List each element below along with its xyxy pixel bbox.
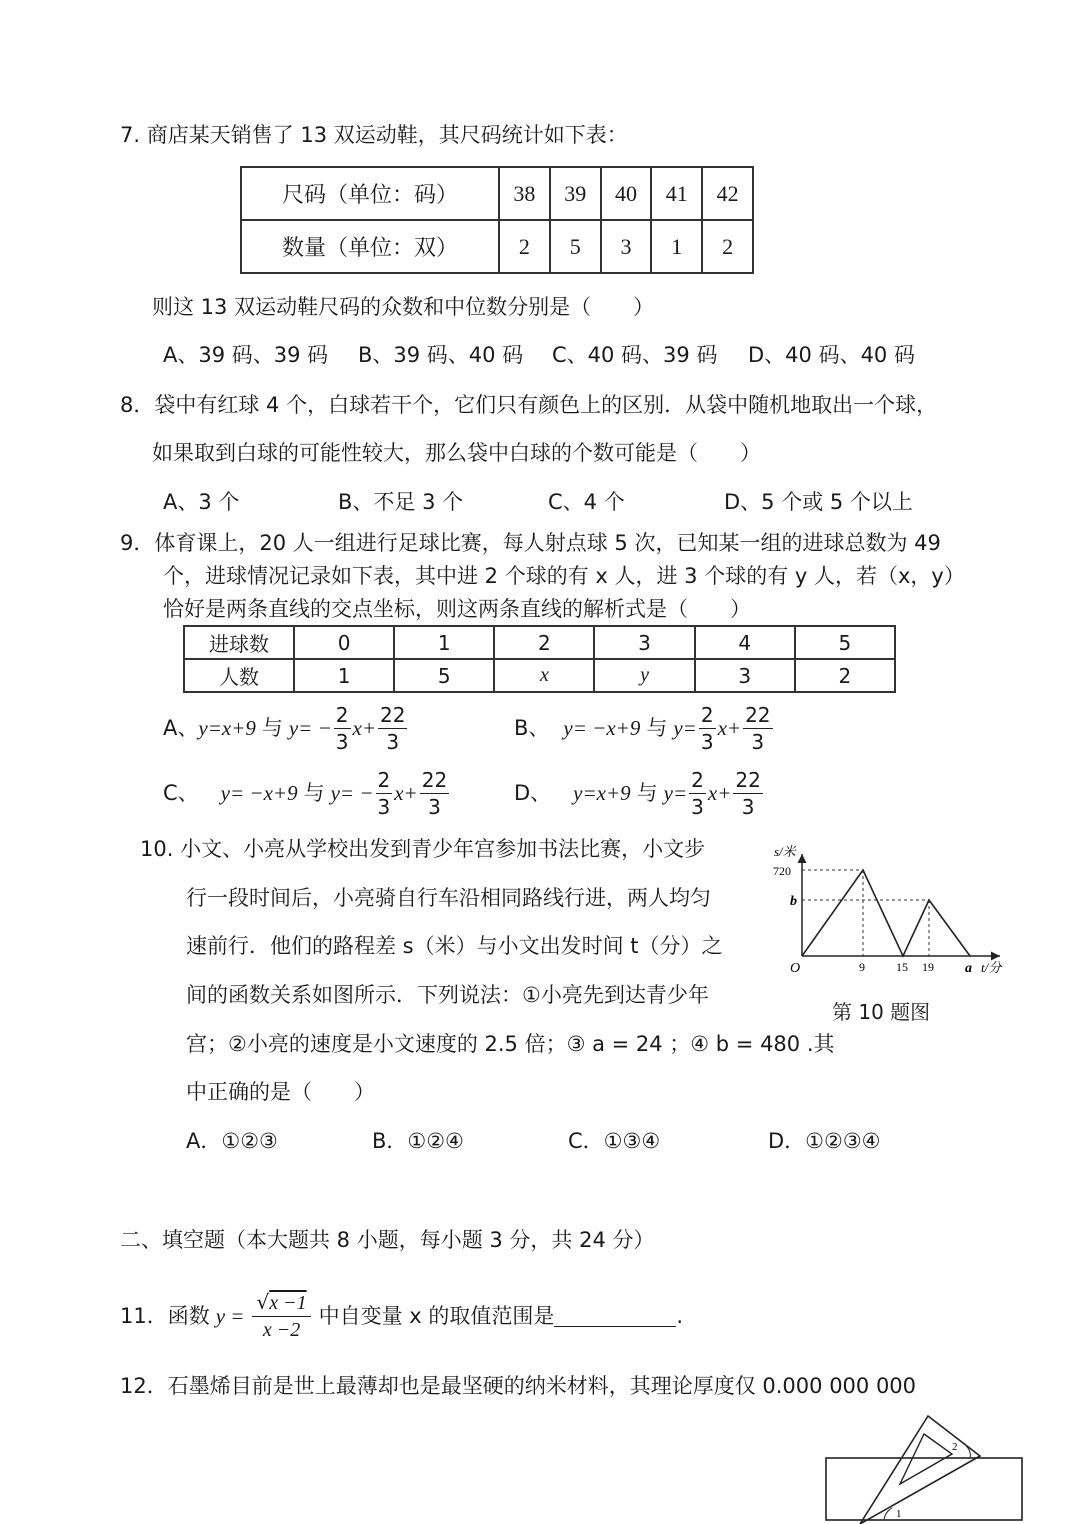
q8-option-a: A、3 个	[163, 490, 240, 514]
q7-question: 则这 13 双运动鞋尺码的众数和中位数分别是（ ）	[152, 295, 655, 319]
q10-option-a: A．①②③	[186, 1129, 278, 1153]
q9-equation2-mid: x+	[717, 716, 742, 740]
fraction-numerator: 2	[700, 702, 714, 727]
q11	[120, 1281, 683, 1351]
q9-option-d	[514, 765, 765, 821]
q9-option-label: A、	[163, 716, 199, 740]
q9-goals-cell: 5	[795, 626, 895, 659]
x-axis-label: t/分	[981, 960, 1002, 975]
angle-label: 1	[896, 1508, 902, 1520]
q11-fraction	[252, 1289, 310, 1343]
x-tick-label: 15	[896, 960, 908, 974]
q7-size-cell: 38	[499, 167, 550, 220]
q9-people-cell: 1	[294, 659, 394, 692]
q9-goals-cell: 2	[494, 626, 594, 659]
q9-equation2-mid: x+	[352, 716, 377, 740]
q9-equation1: y=x+9	[573, 781, 631, 805]
fraction-numerator: 22	[380, 702, 406, 727]
fraction-numerator: 22	[735, 767, 761, 792]
q9-connector: 与	[303, 781, 325, 805]
q7-size-cell: 40	[601, 167, 652, 220]
fraction-denominator: 3	[428, 794, 441, 819]
angle-label: 2	[952, 1441, 958, 1453]
sqrt-radicand: x −1	[269, 1292, 307, 1314]
fraction-denominator: 3	[335, 729, 349, 754]
q9-goals-cell: 4	[695, 626, 795, 659]
q9-table	[183, 625, 896, 693]
q9-table-row2-label: 人数	[184, 659, 294, 692]
q9-coef-fraction	[334, 702, 351, 755]
y-tick-label: b	[790, 894, 797, 909]
sqrt-icon: √	[256, 1290, 270, 1314]
fraction-denominator: 3	[741, 794, 755, 819]
q9-equation2-lhs: y=	[663, 781, 688, 805]
q9-people-cell: x	[494, 659, 594, 692]
q9-const-fraction	[420, 767, 449, 820]
q9-line2: 个，进球情况记录如下表，其中进 2 个球的有 x 人，进 3 个球的有 y 人，若（x，y）	[163, 564, 965, 588]
q9-people-cell: 5	[394, 659, 494, 692]
q9-equation2-lhs: y= −	[330, 781, 374, 805]
q9-equation1: y= −x+9	[220, 781, 298, 805]
q9-const-fraction	[733, 767, 762, 820]
q7-count-cell: 1	[651, 220, 702, 273]
q9-option-label: B、	[514, 716, 550, 740]
q7-size-cell: 39	[550, 167, 601, 220]
q9-table-row1-label: 进球数	[184, 626, 294, 659]
q7-option-b: B、39 码、40 码	[358, 343, 524, 367]
q8-line2: 如果取到白球的可能性较大，那么袋中白球的个数可能是（ ）	[152, 441, 761, 465]
q9-equation1: y=x+9	[198, 716, 256, 740]
set-square-outer	[860, 1416, 980, 1524]
q7-stem: 7. 商店某天销售了 13 双运动鞋，其尺码统计如下表：	[120, 123, 628, 147]
q9-equation2-lhs: y=	[673, 716, 697, 740]
q8-line1: 8．袋中有红球 4 个，白球若干个，它们只有颜色上的区别．从袋中随机地取出一个球，	[120, 393, 938, 417]
fraction-numerator: 22	[421, 767, 448, 792]
q11-suffix: 中自变量 x 的取值范围是	[318, 1304, 555, 1328]
q7-size-cell: 41	[651, 167, 702, 220]
q12-figure	[820, 1412, 1030, 1524]
q9-connector: 与	[261, 716, 283, 740]
y-axis-label: s/米	[774, 844, 796, 859]
x-tick-label: 19	[922, 960, 934, 974]
q10-line: 间的函数关系如图所示．下列说法：①小亮先到达青少年	[186, 983, 709, 1007]
q10-graph	[770, 838, 1018, 988]
fraction-denominator: 3	[700, 729, 714, 754]
ruler-shape	[826, 1458, 1022, 1520]
fraction-denominator: 3	[751, 729, 765, 754]
q7-count-cell: 5	[550, 220, 601, 273]
q10-line: 宫；②小亮的速度是小文速度的 2.5 倍；③ a = 24 ；④ b = 480 .其	[186, 1032, 835, 1056]
x-tick-label: 9	[859, 960, 865, 974]
q10-option-b: B．①②④	[372, 1129, 464, 1153]
q10-option-c: C．①③④	[568, 1129, 661, 1153]
fraction-denominator: 3	[386, 729, 400, 754]
fraction-denominator: 3	[691, 794, 704, 819]
q9-connector: 与	[646, 716, 668, 740]
q9-equation2-mid: x+	[707, 781, 732, 805]
q9-line3: 恰好是两条直线的交点坐标，则这两条直线的解析式是（ ）	[163, 597, 751, 621]
q7-option-d: D、40 码、40 码	[748, 343, 915, 367]
q9-option-a	[163, 700, 409, 756]
q7-size-cell: 42	[702, 167, 753, 220]
q8-option-b: B、不足 3 个	[338, 490, 464, 514]
q10-line: 10. 小文、小亮从学校出发到青少年宫参加书法比赛，小文步	[140, 837, 706, 861]
q9-coef-fraction	[699, 702, 716, 755]
q7-table-row2-label: 数量（单位：双）	[241, 220, 499, 273]
q9-option-c	[163, 765, 451, 821]
q10-figure-caption: 第 10 题图	[832, 1000, 931, 1024]
q7-table-row1-label: 尺码（单位：码）	[241, 167, 499, 220]
q11-answer-blank[interactable]	[554, 1306, 676, 1327]
fraction-numerator: 22	[745, 702, 771, 727]
q8-option-c: C、4 个	[548, 490, 625, 514]
q7-count-cell: 2	[702, 220, 753, 273]
q10-line: 行一段时间后，小亮骑自行车沿相同路线行进，两人均匀	[186, 886, 711, 910]
q12-text: 12．石墨烯目前是世上最薄却也是最坚硬的纳米材料，其理论厚度仅 0.000 000 000	[120, 1374, 917, 1398]
q9-people-cell: 2	[795, 659, 895, 692]
q9-equation2-mid: x+	[394, 781, 418, 805]
q9-coef-fraction	[689, 767, 706, 820]
q7-count-cell: 3	[601, 220, 652, 273]
origin-label: O	[790, 961, 801, 976]
fraction-denominator: 3	[377, 794, 391, 819]
q9-goals-cell: 1	[394, 626, 494, 659]
q9-people-cell: y	[594, 659, 694, 692]
fraction-numerator	[252, 1289, 310, 1317]
q8-option-d: D、5 个或 5 个以上	[724, 490, 913, 514]
q9-const-fraction	[378, 702, 407, 755]
q9-connector: 与	[636, 781, 658, 805]
q9-goals-cell: 0	[294, 626, 394, 659]
q7-option-c: C、40 码、39 码	[552, 343, 718, 367]
q11-prefix: 11．函数	[120, 1304, 210, 1328]
q9-coef-fraction	[376, 767, 393, 820]
q7-option-a: A、39 码、39 码	[163, 343, 329, 367]
q10-option-d: D．①②③④	[768, 1129, 881, 1153]
q9-const-fraction	[743, 702, 772, 755]
fraction-denominator: x −2	[262, 1319, 301, 1341]
q7-table	[240, 166, 754, 274]
q9-line1: 9．体育课上，20 人一组进行足球比赛，每人射点球 5 次，已知某一组的进球总数为 49	[120, 531, 941, 555]
section2-heading: 二、填空题（本大题共 8 小题，每小题 3 分，共 24 分）	[120, 1228, 655, 1252]
q9-option-label: C、	[163, 781, 199, 805]
q11-end: .	[676, 1304, 684, 1328]
q9-option-label: D、	[514, 781, 552, 805]
fraction-numerator: 2	[377, 767, 391, 792]
q9-equation1: y= −x+9	[563, 716, 641, 740]
graph-line	[802, 870, 970, 956]
fraction-numerator: 2	[691, 767, 704, 792]
q9-equation2-lhs: y= −	[288, 716, 332, 740]
q7-count-cell: 2	[499, 220, 550, 273]
q10-line: 中正确的是（ ）	[186, 1080, 375, 1104]
q9-goals-cell: 3	[594, 626, 694, 659]
y-tick-label: 720	[773, 864, 791, 878]
q9-people-cell: 3	[695, 659, 795, 692]
q10-line: 速前行．他们的路程差 s（米）与小文出发时间 t（分）之	[186, 934, 723, 958]
fraction-numerator: 2	[335, 702, 349, 727]
x-tick-label: a	[965, 961, 972, 976]
q11-variable: y =	[215, 1304, 245, 1328]
q9-option-b	[514, 700, 775, 756]
